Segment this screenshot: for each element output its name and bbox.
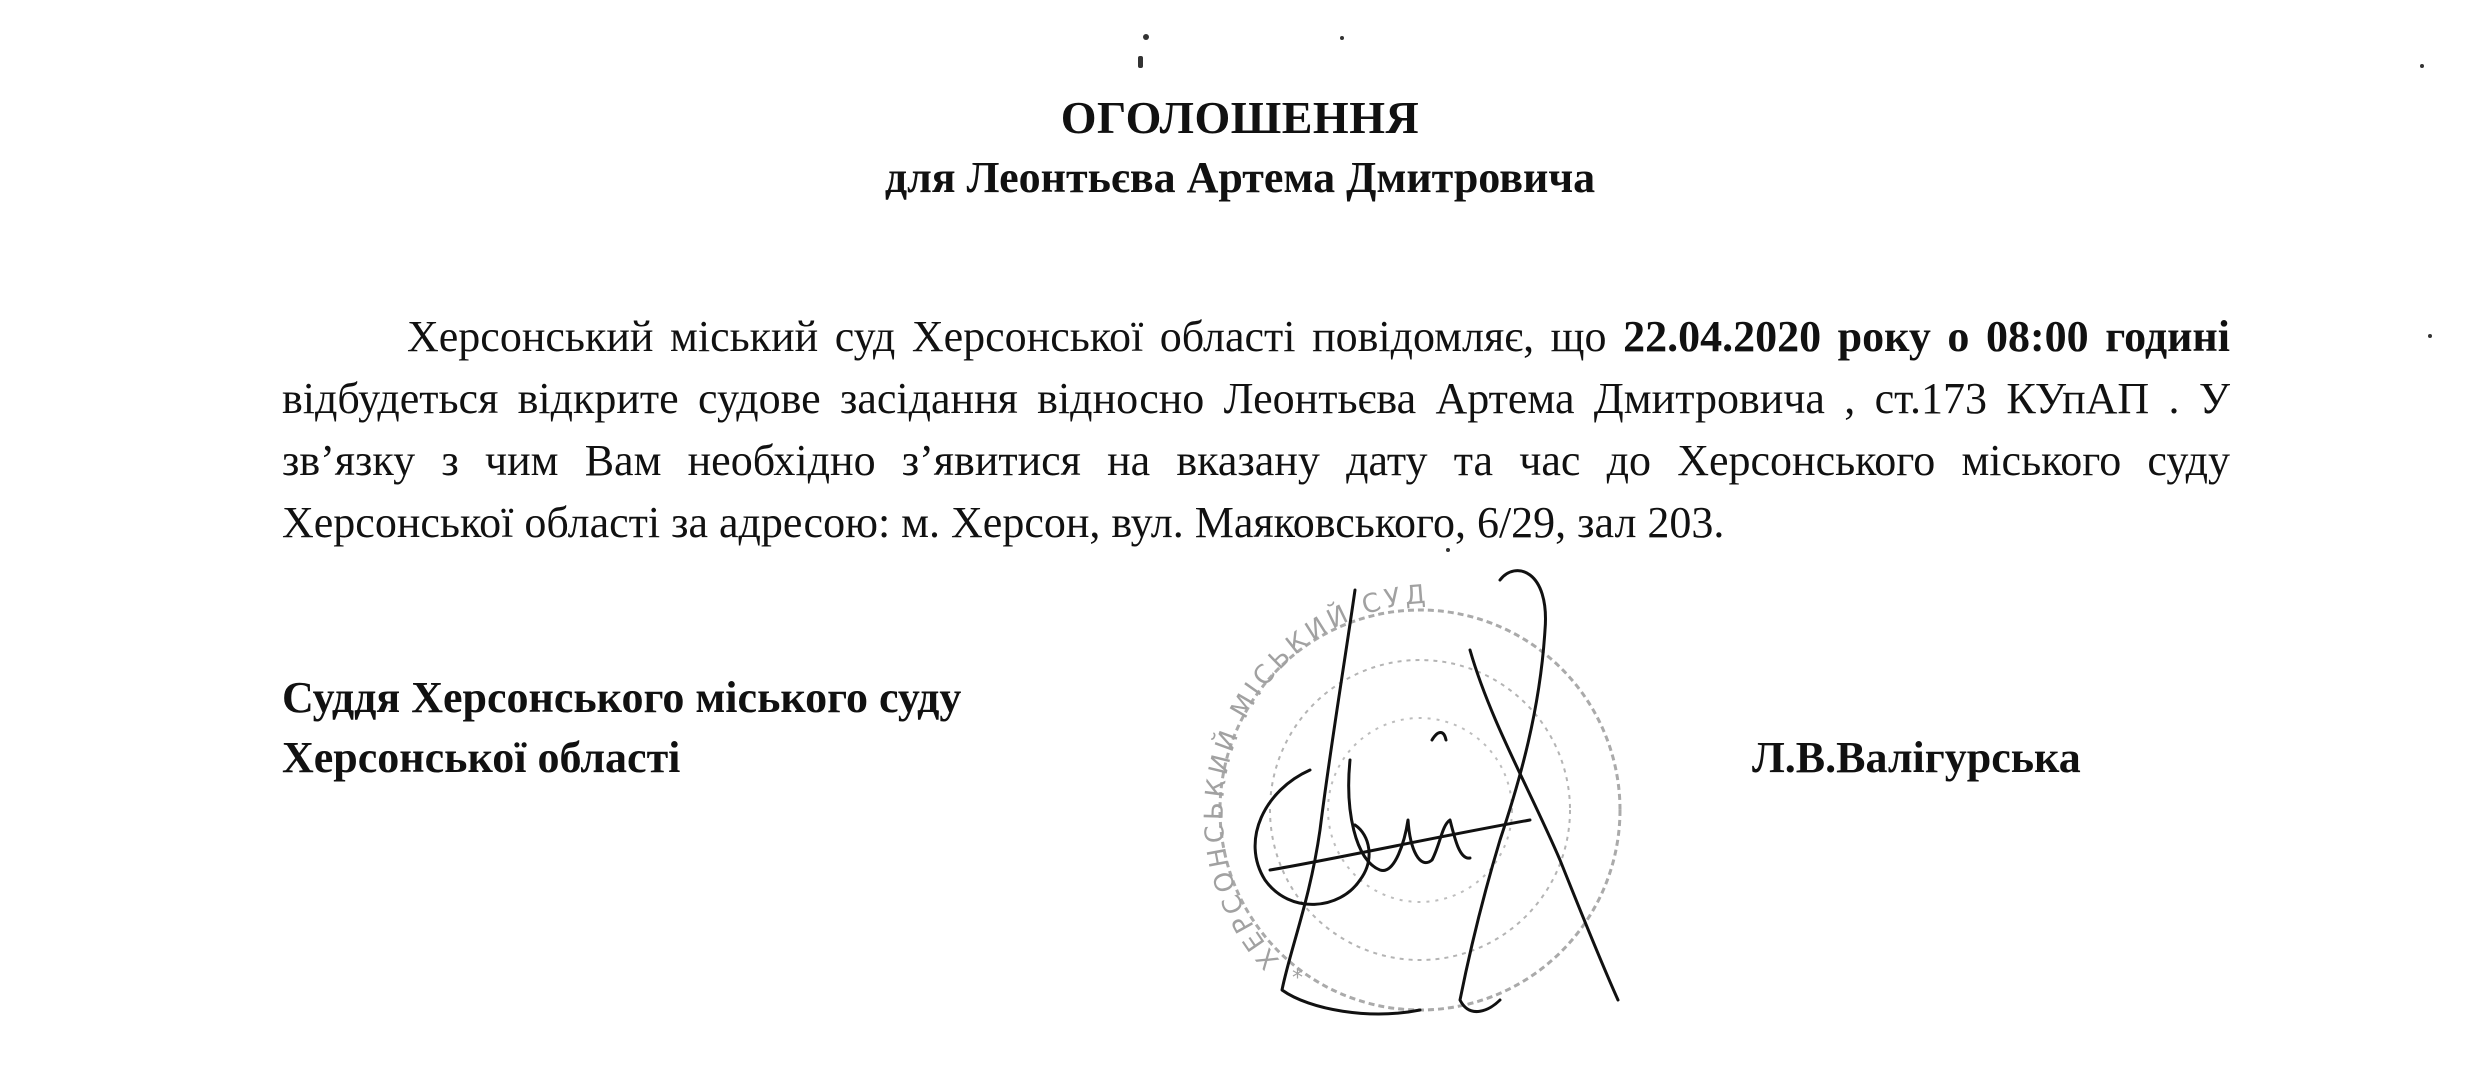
judge-position — [282, 668, 961, 788]
court-seal — [1200, 580, 1620, 1010]
scan-speck — [2428, 334, 2432, 338]
announcement-body — [282, 306, 2230, 554]
document-subtitle: для Леонтьєва Артема Дмитровича — [884, 153, 1596, 202]
body-text-part1: Херсонський міський суд Херсонської області повідомляє, що — [407, 312, 1624, 361]
scan-speck — [1340, 36, 1344, 40]
judge-position-line1: Суддя Херсонського міського суду — [282, 673, 962, 722]
seal-text: ХЕРСОНСЬКИЙ МІСЬКИЙ СУД — [1199, 579, 1431, 976]
judge-position-line2: Херсонської області — [282, 733, 681, 782]
scan-speck — [1143, 34, 1149, 40]
svg-text:*: * — [1292, 966, 1303, 991]
judge-name: Л.В.Валігурська — [1752, 733, 2081, 782]
hearing-date-time: 22.04.2020 року о 08:00 годині — [1623, 312, 2230, 361]
body-text-part2: відбудеться відкрите судове засідання відносно Леонтьєва Артема Дмитровича , ст.173 КУпАП . У зв’язку з чим Вам необхідно з’явитися на вказану дату та час до Херсонського міського суду Херсонської області за адресою: м. Херсон, вул. Маяковського, 6/29, зал 203. — [282, 374, 2230, 547]
court-seal-with-signature — [1170, 540, 1690, 1040]
document-title: ОГОЛОШЕННЯ — [1060, 92, 1420, 143]
scan-speck — [2420, 64, 2424, 68]
scan-speck — [1138, 56, 1143, 68]
svg-text:ХЕРСОНСЬКИЙ МІСЬКИЙ СУД — [1200, 580, 1431, 976]
